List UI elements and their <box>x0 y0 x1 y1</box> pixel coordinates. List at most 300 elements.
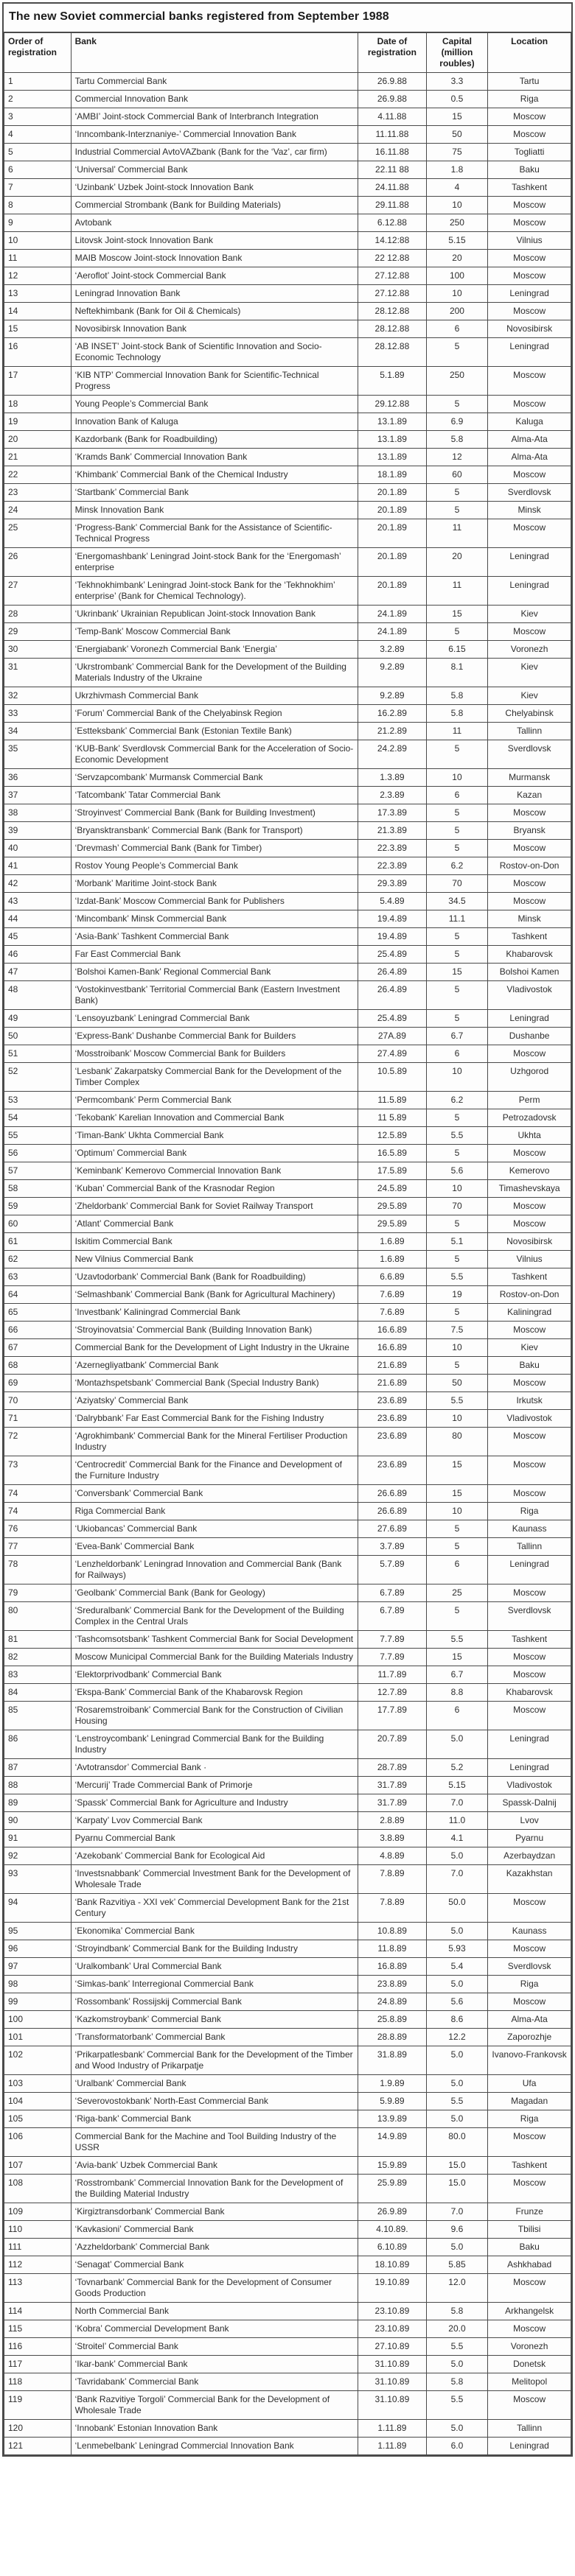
cell-bank: Litovsk Joint-stock Innovation Bank <box>71 232 358 250</box>
cell-bank: ‘Sreduralbank’ Commercial Bank for the Development of the Building Complex in the Central Urals <box>71 1602 358 1631</box>
cell-location: Moscow <box>488 108 571 126</box>
cell-bank: ‘Prikarpatlesbank’ Commercial Bank for the Development of the Timber and Wood Industry of Prikarpatje <box>71 2046 358 2075</box>
cell-capital: 5.5 <box>426 1392 488 1410</box>
cell-date: 3.8.89 <box>358 1830 427 1847</box>
cell-order: 3 <box>4 108 72 126</box>
cell-location: Kazakhstan <box>488 1865 571 1894</box>
cell-capital: 5.8 <box>426 705 488 723</box>
cell-location: Tallinn <box>488 2420 571 2438</box>
cell-location: Pyarnu <box>488 1830 571 1847</box>
cell-order: 78 <box>4 1556 72 1584</box>
cell-bank: ‘Uralkombank’ Ural Commercial Bank <box>71 1958 358 1976</box>
cell-capital: 5 <box>426 740 488 769</box>
cell-capital: 5 <box>426 804 488 822</box>
cell-capital: 5 <box>426 484 488 502</box>
cell-location: Leningrad <box>488 1759 571 1777</box>
cell-location: Moscow <box>488 1940 571 1958</box>
cell-bank: ‘Izdat-Bank’ Moscow Commercial Bank for Publishers <box>71 893 358 910</box>
cell-order: 92 <box>4 1847 72 1865</box>
table-row <box>4 1631 571 1649</box>
table-row <box>4 108 571 126</box>
cell-date: 16.2.89 <box>358 705 427 723</box>
cell-capital: 12.2 <box>426 2029 488 2046</box>
cell-capital: 5.0 <box>426 2110 488 2128</box>
cell-order: 51 <box>4 1045 72 1063</box>
cell-location: Moscow <box>488 804 571 822</box>
cell-order: 32 <box>4 687 72 705</box>
cell-date: 20.7.89 <box>358 1730 427 1759</box>
cell-date: 1.6.89 <box>358 1251 427 1268</box>
cell-order: 74 <box>4 1503 72 1520</box>
table-row <box>4 303 571 320</box>
cell-capital: 5.8 <box>426 431 488 449</box>
table-row <box>4 320 571 338</box>
cell-capital: 7.0 <box>426 1865 488 1894</box>
cell-order: 40 <box>4 840 72 857</box>
table-row <box>4 1045 571 1063</box>
cell-location: Moscow <box>488 623 571 641</box>
cell-location: Leningrad <box>488 1556 571 1584</box>
cell-bank: ‘Atlant’ Commercial Bank <box>71 1215 358 1233</box>
cell-capital: 5 <box>426 840 488 857</box>
table-row <box>4 1251 571 1268</box>
cell-location: Voronezh <box>488 641 571 659</box>
cell-date: 28.8.89 <box>358 2029 427 2046</box>
cell-capital: 5.8 <box>426 2373 488 2391</box>
cell-bank: ‘Tovnarbank’ Commercial Bank for the Development of Consumer Goods Production <box>71 2274 358 2303</box>
table-row <box>4 1339 571 1357</box>
cell-bank: ‘Spassk’ Commercial Bank for Agriculture and Industry <box>71 1794 358 1812</box>
cell-date: 9.2.89 <box>358 687 427 705</box>
cell-bank: Pyarnu Commercial Bank <box>71 1830 358 1847</box>
table-row <box>4 2046 571 2075</box>
cell-capital: 5.0 <box>426 2075 488 2093</box>
cell-bank: ‘Tashcomsotsbank’ Tashkent Commercial Bank for Social Development <box>71 1631 358 1649</box>
cell-bank: Tartu Commercial Bank <box>71 73 358 91</box>
cell-bank: ‘Ukiobancas’ Commercial Bank <box>71 1520 358 1538</box>
cell-location: Kazan <box>488 787 571 804</box>
cell-date: 5.9.89 <box>358 2093 427 2110</box>
table-row <box>4 2175 571 2203</box>
table-row <box>4 1584 571 1602</box>
cell-capital: 100 <box>426 267 488 285</box>
cell-location: Leningrad <box>488 1730 571 1759</box>
cell-order: 98 <box>4 1976 72 1993</box>
cell-location: Tashkent <box>488 928 571 946</box>
cell-date: 3.2.89 <box>358 641 427 659</box>
cell-location: Novosibirsk <box>488 320 571 338</box>
cell-location: Arkhangelsk <box>488 2303 571 2320</box>
table-row <box>4 2274 571 2303</box>
cell-capital: 80.0 <box>426 2128 488 2157</box>
cell-bank: ‘Lenzheldorbank’ Leningrad Innovation and Commercial Bank (Bank for Railways) <box>71 1556 358 1584</box>
cell-location: Togliatti <box>488 144 571 161</box>
table-row <box>4 606 571 623</box>
table-row <box>4 893 571 910</box>
cell-order: 86 <box>4 1730 72 1759</box>
cell-location: Kiev <box>488 687 571 705</box>
cell-bank: ‘Estteksbank’ Commercial Bank (Estonian Textile Bank) <box>71 723 358 740</box>
cell-capital: 6 <box>426 1556 488 1584</box>
cell-order: 91 <box>4 1830 72 1847</box>
table-row <box>4 857 571 875</box>
table-row <box>4 126 571 144</box>
cell-order: 57 <box>4 1162 72 1180</box>
cell-location: Sverdlovsk <box>488 740 571 769</box>
cell-bank: ‘Dalrybbank’ Far East Commercial Bank for the Fishing Industry <box>71 1410 358 1428</box>
cell-date: 31.10.89 <box>358 2356 427 2373</box>
cell-capital: 50 <box>426 1375 488 1392</box>
cell-bank: ‘Timan-Bank’ Ukhta Commercial Bank <box>71 1127 358 1145</box>
cell-date: 7.8.89 <box>358 1865 427 1894</box>
cell-capital: 70 <box>426 875 488 893</box>
cell-date: 26.4.89 <box>358 981 427 1010</box>
table-row <box>4 2356 571 2373</box>
cell-order: 7 <box>4 179 72 197</box>
cell-order: 48 <box>4 981 72 1010</box>
table-row <box>4 1456 571 1485</box>
table-row <box>4 548 571 577</box>
cell-capital: 50.0 <box>426 1894 488 1923</box>
cell-capital: 6.9 <box>426 413 488 431</box>
table-row <box>4 577 571 606</box>
cell-capital: 5.93 <box>426 1940 488 1958</box>
table-row <box>4 1180 571 1198</box>
cell-bank: ‘Investbank’ Kaliningrad Commercial Bank <box>71 1304 358 1322</box>
cell-bank: ‘Tekobank’ Karelian Innovation and Commercial Bank <box>71 1109 358 1127</box>
column-header-date: Date of registration <box>358 33 427 73</box>
cell-location: Vilnius <box>488 1251 571 1268</box>
cell-order: 119 <box>4 2391 72 2420</box>
table-row <box>4 1684 571 1702</box>
cell-location: Murmansk <box>488 769 571 787</box>
table-row <box>4 1993 571 2011</box>
cell-bank: ‘Asia-Bank’ Tashkent Commercial Bank <box>71 928 358 946</box>
table-row <box>4 197 571 214</box>
table-row <box>4 623 571 641</box>
cell-bank: Far East Commercial Bank <box>71 946 358 964</box>
cell-location: Baku <box>488 1357 571 1375</box>
cell-location: Melitopol <box>488 2373 571 2391</box>
table-row <box>4 2256 571 2274</box>
cell-bank: ‘Kazkomstroybank’ Commercial Bank <box>71 2011 358 2029</box>
table-row <box>4 1392 571 1410</box>
cell-capital: 10 <box>426 1410 488 1428</box>
table-row <box>4 338 571 367</box>
table-row <box>4 1357 571 1375</box>
cell-capital: 7.5 <box>426 1322 488 1339</box>
cell-bank: ‘Bank Razvitiye Torgoli’ Commercial Bank for the Development of Wholesale Trade <box>71 2391 358 2420</box>
cell-bank: ‘Temp-Bank’ Moscow Commercial Bank <box>71 623 358 641</box>
cell-location: Moscow <box>488 2175 571 2203</box>
cell-date: 24.8.89 <box>358 1993 427 2011</box>
cell-date: 25.9.89 <box>358 2175 427 2203</box>
cell-date: 29.5.89 <box>358 1198 427 1215</box>
cell-capital: 4.1 <box>426 1830 488 1847</box>
cell-order: 38 <box>4 804 72 822</box>
cell-capital: 5 <box>426 928 488 946</box>
cell-date: 6.10.89 <box>358 2239 427 2256</box>
cell-location: Moscow <box>488 1993 571 2011</box>
cell-order: 113 <box>4 2274 72 2303</box>
cell-bank: ‘Azzheldorbank’ Commercial Bank <box>71 2239 358 2256</box>
cell-bank: Industrial Commercial AvtoVAZbank (Bank for the ‘Vaz’, car firm) <box>71 144 358 161</box>
cell-order: 33 <box>4 705 72 723</box>
cell-date: 22.3.89 <box>358 857 427 875</box>
cell-location: Moscow <box>488 2128 571 2157</box>
cell-bank: ‘Aziyatsky’ Commercial Bank <box>71 1392 358 1410</box>
cell-capital: 5.6 <box>426 1993 488 2011</box>
cell-date: 29.12.88 <box>358 396 427 413</box>
cell-location: Chelyabinsk <box>488 705 571 723</box>
cell-order: 30 <box>4 641 72 659</box>
cell-location: Bryansk <box>488 822 571 840</box>
cell-location: Moscow <box>488 2320 571 2338</box>
cell-capital: 15 <box>426 964 488 981</box>
cell-location: Moscow <box>488 250 571 267</box>
cell-bank: ‘Simkas-bank’ Interregional Commercial Bank <box>71 1976 358 1993</box>
cell-capital: 10 <box>426 1339 488 1357</box>
cell-capital: 5 <box>426 1215 488 1233</box>
cell-capital: 1.8 <box>426 161 488 179</box>
cell-bank: ‘Investsnabbank’ Commercial Investment Bank for the Development of Wholesale Trade <box>71 1865 358 1894</box>
cell-date: 20.1.89 <box>358 502 427 519</box>
table-row <box>4 2239 571 2256</box>
cell-capital: 5.5 <box>426 2391 488 2420</box>
cell-location: Riga <box>488 1976 571 1993</box>
cell-date: 20.1.89 <box>358 577 427 606</box>
cell-bank: ‘Stroyinvest’ Commercial Bank (Bank for Building Investment) <box>71 804 358 822</box>
cell-bank: ‘Mosstroibank’ Moscow Commercial Bank for Builders <box>71 1045 358 1063</box>
cell-bank: North Commercial Bank <box>71 2303 358 2320</box>
cell-order: 55 <box>4 1127 72 1145</box>
cell-bank: ‘Mercurij’ Trade Commercial Bank of Primorje <box>71 1777 358 1794</box>
cell-capital: 6 <box>426 320 488 338</box>
cell-capital: 5.0 <box>426 1847 488 1865</box>
cell-order: 23 <box>4 484 72 502</box>
cell-capital: 15 <box>426 606 488 623</box>
cell-date: 11 5.89 <box>358 1109 427 1127</box>
table-row <box>4 687 571 705</box>
cell-capital: 5.5 <box>426 2338 488 2356</box>
table-row <box>4 1759 571 1777</box>
cell-location: Moscow <box>488 1045 571 1063</box>
cell-capital: 10 <box>426 769 488 787</box>
cell-bank: ‘Progress-Bank’ Commercial Bank for the Assistance of Scientific-Technical Progress <box>71 519 358 548</box>
cell-location: Moscow <box>488 1215 571 1233</box>
table-row <box>4 1233 571 1251</box>
cell-capital: 15.0 <box>426 2175 488 2203</box>
cell-order: 36 <box>4 769 72 787</box>
table-row <box>4 2420 571 2438</box>
cell-order: 112 <box>4 2256 72 2274</box>
cell-bank: ‘Bank Razvitiya - XXI vek’ Commercial Development Bank for the 21st Century <box>71 1894 358 1923</box>
cell-order: 83 <box>4 1666 72 1684</box>
cell-location: Moscow <box>488 1649 571 1666</box>
cell-capital: 5 <box>426 396 488 413</box>
cell-capital: 5.5 <box>426 1127 488 1145</box>
cell-bank: ‘Kirgiztransdorbank’ Commercial Bank <box>71 2203 358 2221</box>
table-row <box>4 1602 571 1631</box>
cell-capital: 9.6 <box>426 2221 488 2239</box>
cell-capital: 5 <box>426 338 488 367</box>
cell-capital: 11 <box>426 723 488 740</box>
cell-order: 44 <box>4 910 72 928</box>
table-row <box>4 1976 571 1993</box>
table-row <box>4 964 571 981</box>
cell-capital: 15.0 <box>426 2157 488 2175</box>
cell-order: 99 <box>4 1993 72 2011</box>
cell-order: 69 <box>4 1375 72 1392</box>
cell-date: 29.11.88 <box>358 197 427 214</box>
cell-order: 68 <box>4 1357 72 1375</box>
cell-date: 1.9.89 <box>358 2075 427 2093</box>
table-row <box>4 910 571 928</box>
cell-order: 49 <box>4 1010 72 1028</box>
cell-capital: 10 <box>426 285 488 303</box>
cell-capital: 11.0 <box>426 1812 488 1830</box>
cell-location: Riga <box>488 2110 571 2128</box>
table-row <box>4 2157 571 2175</box>
cell-date: 7.6.89 <box>358 1286 427 1304</box>
cell-capital: 3.3 <box>426 73 488 91</box>
cell-capital: 6.7 <box>426 1666 488 1684</box>
table-row <box>4 2221 571 2239</box>
cell-capital: 10 <box>426 197 488 214</box>
cell-location: Leningrad <box>488 285 571 303</box>
cell-bank: ‘Ekonomika’ Commercial Bank <box>71 1923 358 1940</box>
table-row <box>4 1777 571 1794</box>
cell-date: 23.10.89 <box>358 2303 427 2320</box>
cell-date: 1.11.89 <box>358 2438 427 2455</box>
column-header-bank: Bank <box>71 33 358 73</box>
cell-location: Moscow <box>488 1375 571 1392</box>
cell-location: Magadan <box>488 2093 571 2110</box>
table-row <box>4 1894 571 1923</box>
cell-order: 39 <box>4 822 72 840</box>
table-row <box>4 1286 571 1304</box>
cell-location: Riga <box>488 1503 571 1520</box>
cell-date: 7.7.89 <box>358 1631 427 1649</box>
table-row <box>4 1958 571 1976</box>
cell-date: 7.8.89 <box>358 1894 427 1923</box>
cell-order: 101 <box>4 2029 72 2046</box>
table-row <box>4 723 571 740</box>
table-row <box>4 1109 571 1127</box>
cell-bank: ‘Inncombank-Interznaniye-’ Commercial Innovation Bank <box>71 126 358 144</box>
cell-date: 31.10.89 <box>358 2391 427 2420</box>
cell-date: 23.8.89 <box>358 1976 427 1993</box>
cell-bank: ‘Elektorprivodbank’ Commercial Bank <box>71 1666 358 1684</box>
cell-capital: 19 <box>426 1286 488 1304</box>
cell-bank: ‘Ukrinbank’ Ukrainian Republican Joint-stock Innovation Bank <box>71 606 358 623</box>
cell-bank: ‘Selmashbank’ Commercial Bank (Bank for Agricultural Machinery) <box>71 1286 358 1304</box>
cell-order: 94 <box>4 1894 72 1923</box>
cell-bank: ‘Universal’ Commercial Bank <box>71 161 358 179</box>
cell-bank: ‘Kavkasioni’ Commercial Bank <box>71 2221 358 2239</box>
cell-order: 121 <box>4 2438 72 2455</box>
cell-location: Vladivostok <box>488 1410 571 1428</box>
table-row <box>4 981 571 1010</box>
cell-order: 67 <box>4 1339 72 1357</box>
cell-location: Moscow <box>488 396 571 413</box>
cell-order: 76 <box>4 1520 72 1538</box>
table-row <box>4 1847 571 1865</box>
cell-location: Petrozadovsk <box>488 1109 571 1127</box>
cell-date: 25.8.89 <box>358 2011 427 2029</box>
cell-bank: ‘Azekobank’ Commercial Bank for Ecological Aid <box>71 1847 358 1865</box>
cell-capital: 6.15 <box>426 641 488 659</box>
cell-order: 28 <box>4 606 72 623</box>
cell-order: 14 <box>4 303 72 320</box>
cell-capital: 75 <box>426 144 488 161</box>
cell-bank: ‘Transformatorbank’ Commercial Bank <box>71 2029 358 2046</box>
cell-location: Moscow <box>488 303 571 320</box>
cell-date: 21.6.89 <box>358 1357 427 1375</box>
cell-location: Ufa <box>488 2075 571 2093</box>
cell-capital: 6.2 <box>426 1092 488 1109</box>
cell-capital: 5.5 <box>426 2093 488 2110</box>
cell-order: 88 <box>4 1777 72 1794</box>
cell-bank: ‘Kuban’ Commercial Bank of the Krasnodar Region <box>71 1180 358 1198</box>
cell-order: 111 <box>4 2239 72 2256</box>
table-row <box>4 2438 571 2455</box>
cell-date: 17.3.89 <box>358 804 427 822</box>
cell-capital: 5.0 <box>426 1923 488 1940</box>
cell-location: Tashkent <box>488 2157 571 2175</box>
cell-location: Moscow <box>488 267 571 285</box>
cell-date: 28.12.88 <box>358 320 427 338</box>
cell-order: 114 <box>4 2303 72 2320</box>
cell-location: Leningrad <box>488 1010 571 1028</box>
cell-bank: ‘Ekspa-Bank’ Commercial Bank of the Khabarovsk Region <box>71 1684 358 1702</box>
cell-capital: 20 <box>426 250 488 267</box>
cell-date: 19.10.89 <box>358 2274 427 2303</box>
table-row <box>4 2203 571 2221</box>
cell-location: Leningrad <box>488 2438 571 2455</box>
cell-date: 11.5.89 <box>358 1092 427 1109</box>
cell-capital: 5 <box>426 1109 488 1127</box>
table-row <box>4 73 571 91</box>
cell-date: 14.9.89 <box>358 2128 427 2157</box>
cell-bank: ‘Centrocredit’ Commercial Bank for the Finance and Development of the Furniture Industry <box>71 1456 358 1485</box>
cell-bank: ‘KIB NTP’ Commercial Innovation Bank for Scientific-Technical Progress <box>71 367 358 396</box>
cell-location: Moscow <box>488 1145 571 1162</box>
cell-capital: 5.0 <box>426 1730 488 1759</box>
cell-capital: 70 <box>426 1198 488 1215</box>
cell-date: 5.1.89 <box>358 367 427 396</box>
cell-capital: 5.4 <box>426 1958 488 1976</box>
cell-bank: ‘Karpaty’ Lvov Commercial Bank <box>71 1812 358 1830</box>
cell-order: 60 <box>4 1215 72 1233</box>
table-row <box>4 2391 571 2420</box>
table-row <box>4 2029 571 2046</box>
cell-bank: ‘Senagat’ Commercial Bank <box>71 2256 358 2274</box>
table-row <box>4 267 571 285</box>
cell-location: Tallinn <box>488 723 571 740</box>
cell-order: 80 <box>4 1602 72 1631</box>
cell-order: 108 <box>4 2175 72 2203</box>
table-row <box>4 285 571 303</box>
cell-order: 31 <box>4 659 72 687</box>
cell-order: 61 <box>4 1233 72 1251</box>
cell-date: 29.5.89 <box>358 1215 427 1233</box>
cell-location: Moscow <box>488 1428 571 1456</box>
cell-order: 109 <box>4 2203 72 2221</box>
cell-location: Tashkent <box>488 1268 571 1286</box>
cell-location: Ashkhabad <box>488 2256 571 2274</box>
cell-order: 54 <box>4 1109 72 1127</box>
